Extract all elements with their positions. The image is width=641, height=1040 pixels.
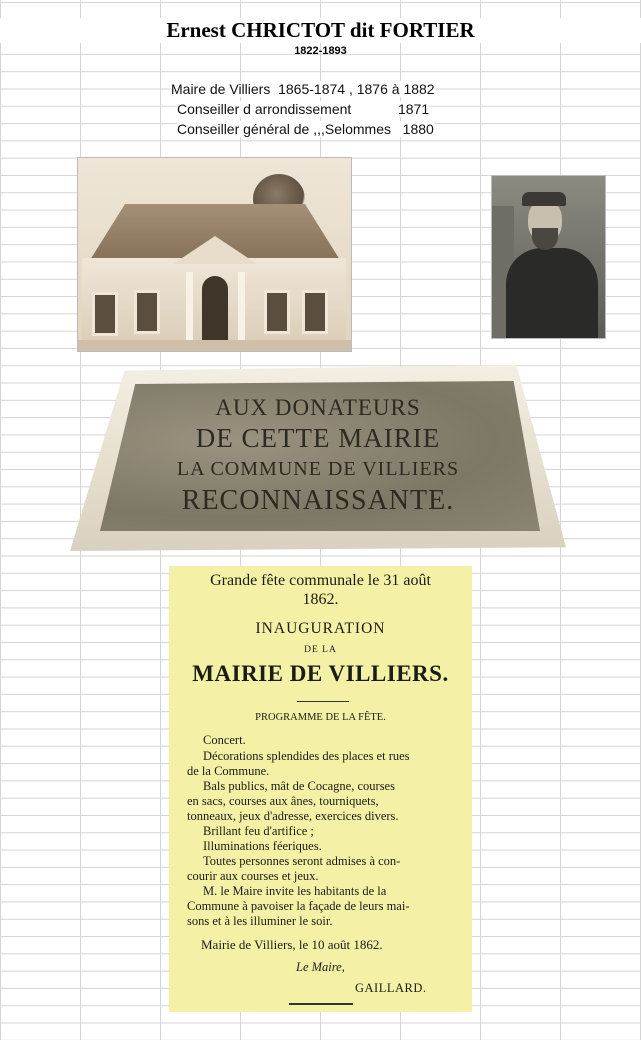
clipping-le-maire: Le Maire, — [296, 960, 345, 974]
function-mayor: Maire de Villiers 1865-1874 , 1876 à 1882 — [171, 81, 435, 97]
programme-line: sons et à les illuminer le soir. — [187, 914, 333, 928]
programme-line: Toutes personnes seront admises à con- — [203, 854, 401, 868]
function-conseiller-general: Conseiller général de ,,,Selommes 1880 — [177, 121, 434, 137]
clipping-signature: GAILLARD. — [355, 981, 427, 995]
programme-line: Bals publics, mât de Cocagne, courses — [203, 779, 395, 793]
programme-line: Concert. — [203, 733, 246, 747]
programme-line: M. le Maire invite les habitants de la — [203, 884, 387, 898]
programme-line: de la Commune. — [187, 764, 270, 778]
plaque-line-1: AUX DONATEURS — [215, 395, 421, 420]
programme-line: tonneaux, jeux d'adresse, exercices divers. — [187, 809, 399, 823]
portrait-photo — [491, 175, 606, 339]
newspaper-clipping — [169, 566, 472, 1012]
clipping-divider — [297, 701, 349, 702]
clipping-headline-year: 1862. — [302, 591, 339, 608]
clipping-de-la: DE LA — [304, 645, 337, 655]
function-conseiller-arrondissement: Conseiller d arrondissement 1871 — [177, 101, 430, 117]
clipping-mairie-title: MAIRIE DE VILLIERS. — [192, 661, 449, 686]
programme-line: Commune à pavoiser la façade de leurs mai- — [187, 899, 410, 913]
programme-line: courir aux courses et jeux. — [187, 869, 319, 883]
plaque-line-4: RECONNAISSANTE. — [181, 485, 455, 516]
programme-line: Décorations splendides des places et rues — [203, 749, 410, 763]
donors-plaque-image — [70, 365, 566, 551]
clipping-bottom-rule — [289, 1003, 353, 1005]
clipping-headline: Grande fête communale le 31 août — [210, 572, 431, 589]
mairie-building-photo — [77, 157, 352, 352]
programme-line: Illuminations féeriques. — [203, 839, 322, 853]
programme-line: Brillant feu d'artifice ; — [203, 824, 314, 838]
plaque-line-3: LA COMMUNE DE VILLIERS — [176, 458, 460, 480]
page-title: Ernest CHRICTOT dit FORTIER — [0, 18, 641, 43]
life-dates: 1822-1893 — [294, 45, 347, 57]
plaque-line-2: DE CETTE MAIRIE — [195, 423, 441, 453]
clipping-date-line: Mairie de Villiers, le 10 août 1862. — [201, 937, 383, 952]
clipping-programme: PROGRAMME DE LA FÊTE. — [255, 712, 386, 723]
programme-line: en sacs, courses aux ânes, tourniquets, — [187, 794, 379, 808]
clipping-inauguration: INAUGURATION — [255, 620, 386, 637]
